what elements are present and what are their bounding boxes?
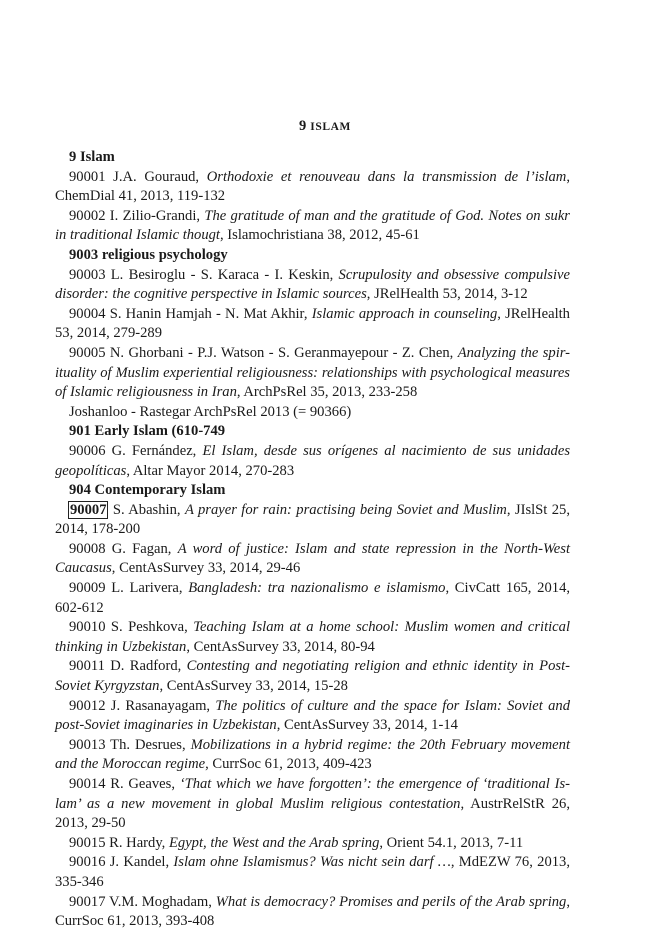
entry-author: 90002 I. Zilio-Grandi, (69, 207, 205, 224)
entry-title: Contesting and negotiating religion and ethnic identity in Post-Soviet Kyrgyzstan (55, 658, 570, 695)
entry-source: , ArchPsRel 35, 2013, 233-258 (236, 384, 418, 401)
entry-author: 90004 S. Hanin Hamjah - N. Mat Akhir, (69, 305, 312, 322)
entry-title: ‘That which we have forgotten’: the emergence of ‘traditional Is-lam’ as a new movement in global Muslim religious contestation (55, 776, 570, 812)
entry-author: 90016 J. Kandel, (69, 854, 174, 871)
entry-author: 90014 R. Geaves, (69, 776, 180, 792)
entry-title: A prayer for rain: practising being Soviet and Muslim (184, 501, 507, 518)
entry-source: , JRelHealth 53, 2014, 279-289 (55, 305, 570, 342)
entry-author: 90009 L. Larivera, (69, 580, 189, 597)
entry-source: , AustrRelStR 26, 2013, 29-50 (55, 795, 570, 832)
bibliography-entry (55, 893, 570, 932)
bibliography-entry (55, 736, 570, 775)
entry-title: Egypt, the West and the Arab spring (168, 834, 380, 851)
entry-title: The politics of culture and the space for Islam: Soviet and post-Soviet imaginaries in Uzbekistan (55, 697, 571, 734)
entry-title: Scrupulosity and obsessive compulsive disorder: the cognitive perspective in Islamic sources (55, 266, 570, 303)
bibliography-entry (55, 168, 570, 207)
entry-source: , MdEZW 76, 2013, 335-346 (55, 854, 570, 890)
entry-author: 90017 V.M. Moghadam, (69, 893, 216, 910)
entry-author: 90011 D. Radford, (69, 658, 187, 675)
entry-source: , CentAsSurvey 33, 2014, 29-46 (111, 560, 301, 577)
entry-source: , CentAsSurvey 33, 2014, 1-14 (276, 717, 458, 734)
section-heading: 9 Islam (69, 149, 115, 165)
bibliography-entry (55, 403, 570, 423)
entry-source: , Altar Mayor 2014, 270-283 (126, 462, 295, 479)
entry-author: Joshanloo - Rastegar ArchPsRel 2013 (= 90366) (69, 403, 352, 420)
entry-title: El Islam, desde sus orígenes al nacimiento de sus unidades geopolíticas (55, 442, 570, 479)
entry-title: Analyzing the spir-ituality of Muslim experiential religiousness: relationships with psychological measures of Islamic religiousness in Iran (55, 344, 570, 401)
entry-author: 90003 L. Besiroglu - S. Karaca - I. Keskin, (69, 266, 339, 283)
entry-source: , ChemDial 41, 2013, 119-132 (55, 168, 570, 205)
entry-title: Islamic approach in counseling (311, 305, 498, 322)
section-heading: 901 Early Islam (610-749 (69, 423, 226, 440)
entry-author: 90006 G. Fernández, (69, 442, 203, 459)
entry-source: , JRelHealth 53, 2014, 3-12 (366, 286, 528, 303)
entry-title: Orthodoxie et renouveau dans la transmission de l’islam (206, 168, 567, 185)
entry-author: 90015 R. Hardy, (69, 834, 169, 851)
bibliography-entry (55, 697, 570, 736)
bibliography-entry (55, 853, 570, 892)
bibliography-entry (55, 266, 570, 305)
entry-author: 90005 N. Ghorbani - P.J. Watson - S. Geranmayepour - Z. Chen, (69, 344, 458, 361)
entry-title: The gratitude of man and the gratitude of God. Notes on sukr in traditional Islamic thougt (55, 207, 570, 244)
entry-title: Teaching Islam at a home school: Muslim women and critical thinking in Uzbekistan (55, 619, 571, 655)
entry-title: Bangladesh: tra nazionalismo e islamismo (188, 580, 446, 597)
bibliography-entry (55, 305, 570, 344)
bibliography-entry (55, 501, 570, 540)
bibliography-entry (55, 618, 570, 657)
entry-author: 90001 J.A. Gouraud, (69, 168, 207, 185)
bibliography-entry (55, 344, 570, 403)
entry-title: Islam ohne Islamismus? Was nicht sein darf … (173, 854, 451, 871)
entry-source: , CentAsSurvey 33, 2014, 15-28 (159, 678, 348, 695)
entry-author: 90008 G. Fagan, (69, 540, 178, 557)
chapter-number: 9 (299, 118, 307, 134)
entry-author: S. Abashin, (108, 501, 185, 518)
entry-title: What is democracy? Promises and perils of the Arab spring (215, 893, 567, 910)
entry-source: , CivCatt 165, 2014, 602-612 (55, 580, 571, 616)
section-heading: 904 Contemporary Islam (69, 482, 226, 499)
bibliography-list (55, 148, 570, 932)
entry-source: , Islamochristiana 38, 2012, 45-61 (220, 227, 420, 244)
chapter-word: ISLAM (310, 121, 351, 133)
entry-author: 90012 J. Rasanayagam, (69, 697, 216, 714)
chapter-title (0, 118, 650, 135)
highlighted-entry-number: 90007 (70, 501, 107, 518)
bibliography-entry (55, 442, 570, 481)
entry-source: , CurrSoc 61, 2013, 393-408 (55, 893, 570, 930)
section-heading: 9003 religious psychology (69, 246, 228, 263)
bibliography-entry (55, 775, 570, 834)
bibliography-entry (55, 540, 570, 579)
bibliography-entry (55, 834, 570, 854)
entry-title: A word of justice: Islam and state repression in the North-West Caucasus (55, 540, 570, 577)
entry-source: , CurrSoc 61, 2013, 409-423 (205, 756, 372, 773)
bibliography-entry (55, 657, 570, 696)
entry-author: 90010 S. Peshkova, (69, 619, 194, 636)
entry-source: , Orient 54.1, 2013, 7-11 (379, 834, 524, 851)
entry-source: , JIslSt 25, 2014, 178-200 (55, 501, 570, 538)
bibliography-entry (55, 579, 570, 618)
entry-author: 90013 Th. Desrues, (69, 736, 191, 753)
entry-source: , CentAsSurvey 33, 2014, 80-94 (186, 638, 375, 655)
entry-title: Mobilizations in a hybrid regime: the 20th February movement and the Moroccan regime (55, 736, 570, 773)
bibliography-entry (55, 207, 570, 246)
